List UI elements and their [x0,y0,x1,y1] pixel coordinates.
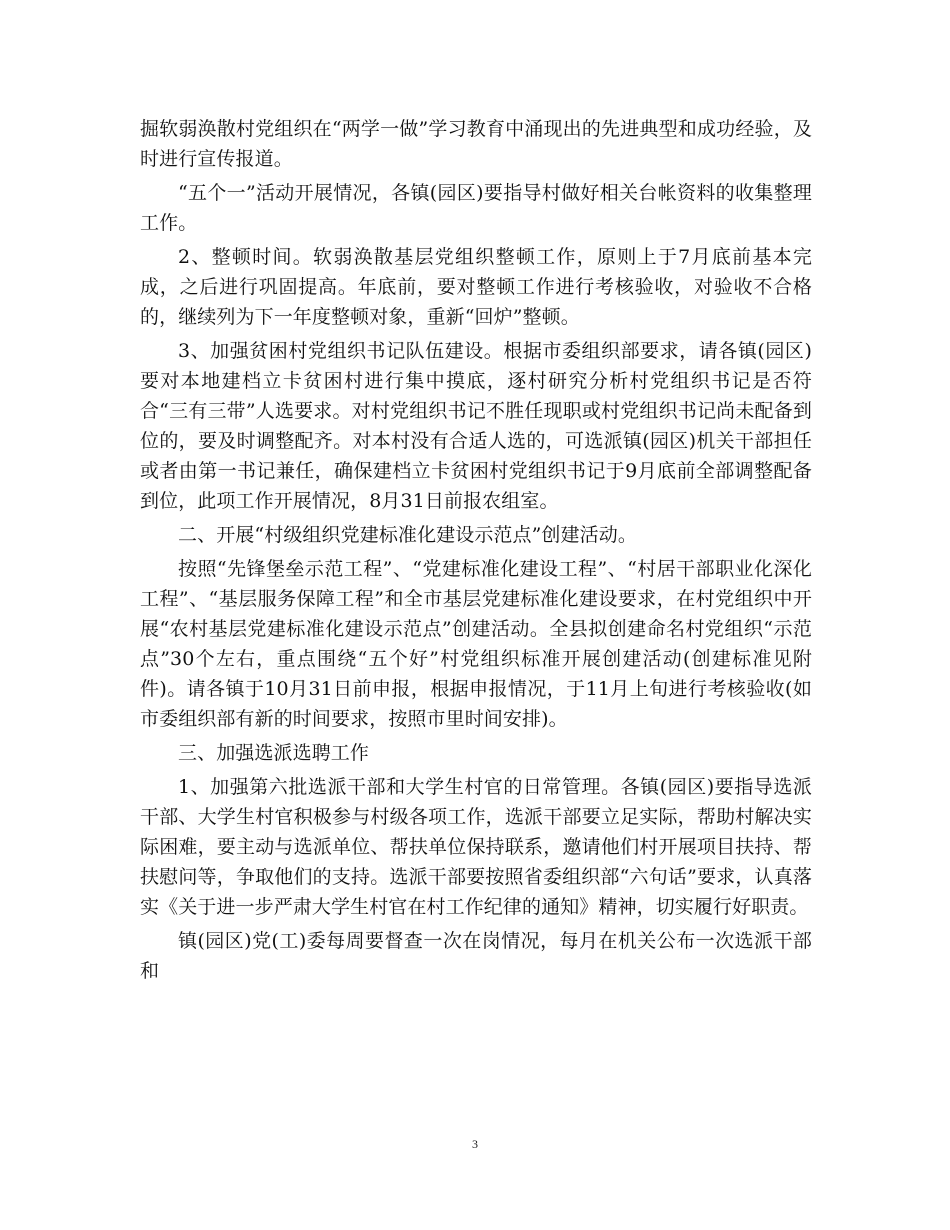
section-heading-two: 二、开展“村级组织党建标准化建设示范点”创建活动。 [178,524,637,546]
paragraph-rectification-time: 2、整顿时间。软弱涣散基层党组织整顿工作，原则上于7月底前基本完成，之后进行巩固提高。年底前，要对整顿工作进行考核验收，对验收不合格的，继续列为下一年度整顿对象，重新“回炉”整顿。 [140,246,812,328]
paragraph-party-secretary: 3、加强贫困村党组织书记队伍建设。根据市委组织部要求，请各镇(园区)要对本地建档立卡贫困村进行集中摸底，逐村研究分析村党组织书记是否符合“三有三带”人选要求。对村党组织书记不胜任现职或村党组织书记尚未配备到位的，要及时调整配齐。对本村没有合适人选的，可选派镇(园区)机关干部担任或者由第一书记兼任，确保建档立卡贫困村党组织书记于9月底前全部调整配备到位，此项工作开展情况，8月31日前报农组室。 [140,340,812,512]
document-body [140,114,812,990]
paragraph-continuation: 掘软弱涣散村党组织在“两学一做”学习教育中涌现出的先进典型和成功经验，及时进行宣传报道。 [140,118,812,170]
paragraph-demonstration: 按照“先锋堡垒示范工程”、“党建标准化建设工程”、“村居干部职业化深化工程”、“基层服务保障工程”和全市基层党建标准化建设要求，在村党组织中开展“农村基层党建标准化建设示范点”创建活动。全县拟创建命名村党组织“示范点”30个左右，重点围绕“五个好”村党组织标准开展创建活动(创建标准见附件)。请各镇于10月31日前申报，根据申报情况，于11月上旬进行考核验收(如市委组织部有新的时间要求，按照市里时间安排)。 [140,558,812,730]
paragraph-weekly-inspection: 镇(园区)党(工)委每周要督查一次在岗情况，每月在机关公布一次选派干部和 [140,930,812,982]
section-heading-three: 三、加强选派选聘工作 [178,742,370,764]
page-number: 3 [472,1137,478,1151]
paragraph-five-ones: “五个一”活动开展情况，各镇(园区)要指导村做好相关台帐资料的收集整理工作。 [140,182,812,234]
paragraph-cadre-management: 1、加强第六批选派干部和大学生村官的日常管理。各镇(园区)要指导选派干部、大学生村官积极参与村级各项工作，选派干部要立足实际，帮助村解决实际困难，要主动与选派单位、帮扶单位保持联系，邀请他们村开展项目扶持、帮扶慰问等，争取他们的支持。选派干部要按照省委组织部“六句话”要求，认真落实《关于进一步严肃大学生村官在村工作纪律的通知》精神，切实履行好职责。 [140,776,812,918]
